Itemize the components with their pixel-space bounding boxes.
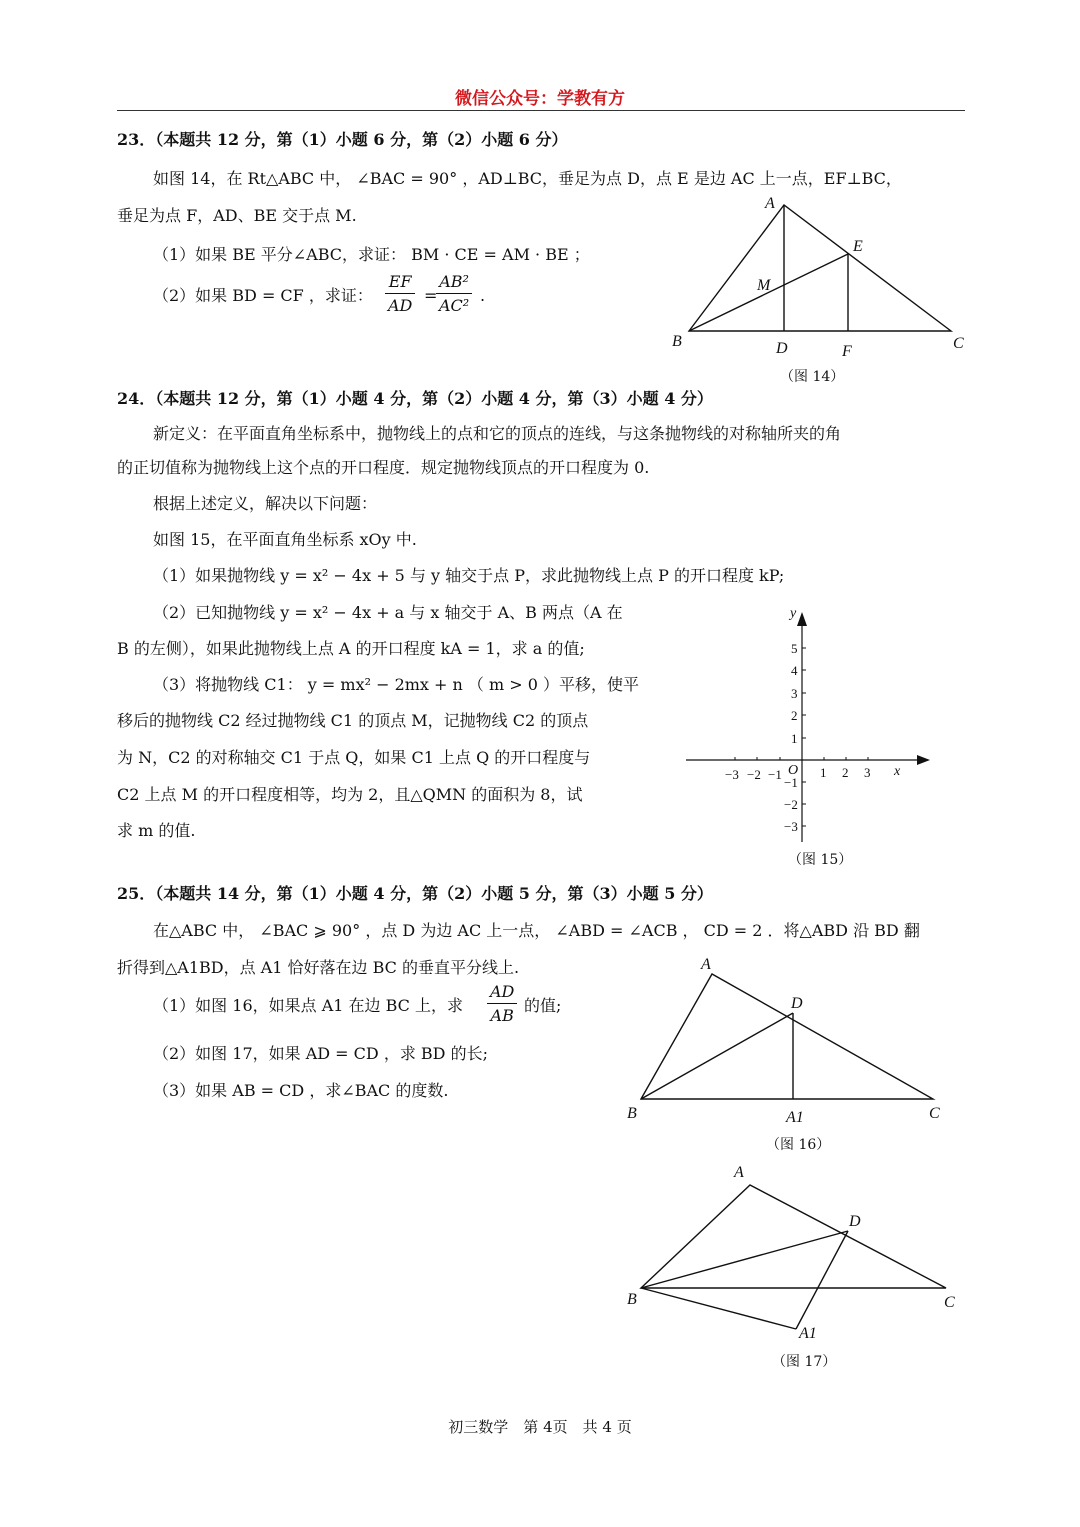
fig15-origin: O <box>788 763 799 778</box>
q23-frac1-den: AD <box>388 296 413 315</box>
q24-p3b: 移后的抛物线 C2 经过抛物线 C1 的顶点 M，记抛物线 C2 的顶点 <box>117 711 589 730</box>
q24-p3c: 为 N，C2 的对称轴交 C1 于点 Q，如果 C1 上点 Q 的开口程度与 <box>117 748 591 767</box>
fig16-label-d: D <box>791 995 803 1012</box>
page-footer: 初三数学 第 4页 共 4 页 <box>448 1418 632 1436</box>
fig15-xtick-neg2: −2 <box>747 767 761 782</box>
fig15-xtick-neg3: −3 <box>725 767 739 782</box>
q23-title: 23．（本题共 12 分，第（1）小题 6 分，第（2）小题 6 分） <box>117 130 568 149</box>
q23-frac2-num: AB² <box>436 272 472 294</box>
fig16-label-b: B <box>627 1105 637 1122</box>
q25-p3: （3）如果 AB = CD ，求∠BAC 的度数. <box>153 1081 449 1100</box>
fig16-caption: （图 16） <box>766 1137 831 1153</box>
q24-p1: （1）如果抛物线 y = x² − 4x + 5 与 y 轴交于点 P，求此抛物线上点 P 的开口程度 kP; <box>153 566 785 585</box>
fig17-label-c: C <box>944 1294 955 1311</box>
q24-intro1: 根据上述定义，解决以下问题： <box>153 494 378 513</box>
fig15-ytick-neg2: −2 <box>784 797 798 812</box>
q25-p2: （2）如图 17，如果 AD = CD ，求 BD 的长; <box>153 1044 488 1063</box>
fig14-label-b: B <box>672 333 682 350</box>
q24-def1: 新定义：在平面直角坐标系中，抛物线上的点和它的顶点的连线，与这条抛物线的对称轴所夹的角 <box>153 424 842 443</box>
q24-p3d: C2 上点 M 的开口程度相等，均为 2，且△QMN 的面积为 8，试 <box>117 785 583 804</box>
q23-line1: 如图 14，在 Rt△ABC 中， ∠BAC = 90° ，AD⊥BC，垂足为点 D，点 E 是边 AC 上一点，EF⊥BC， <box>153 169 902 188</box>
q23-frac2-den: AC² <box>439 296 470 315</box>
fig15-y-label: y <box>790 606 797 621</box>
fig17-caption: （图 17） <box>772 1354 837 1370</box>
q24-def2: 的正切值称为抛物线上这个点的开口程度．规定抛物线顶点的开口程度为 0. <box>117 458 650 477</box>
fig15-caption: （图 15） <box>788 852 853 868</box>
q23-equals: = <box>424 286 438 305</box>
q25-frac-den: AB <box>490 1006 514 1025</box>
q23-part2-suffix: . <box>480 286 486 305</box>
fig14-label-a: A <box>765 195 775 212</box>
q24-title: 24．（本题共 12 分，第（1）小题 4 分，第（2）小题 4 分，第（3）小题 4 分） <box>117 389 713 408</box>
q23-frac1-num: EF <box>385 272 415 294</box>
q24-p3e: 求 m 的值. <box>117 821 196 840</box>
q24-intro2: 如图 15，在平面直角坐标系 xOy 中. <box>153 530 417 549</box>
fig14-caption: （图 14） <box>780 369 845 385</box>
page-header: 微信公众号：学教有方 <box>455 89 625 109</box>
fig17-label-b: B <box>627 1291 637 1308</box>
q23-line2: 垂足为点 F，AD、BE 交于点 M. <box>117 206 357 225</box>
fig15-xtick-1: 1 <box>820 765 827 780</box>
fig15-x-label: x <box>894 764 901 779</box>
q23-part2-prefix: （2）如果 BD = CF ，求证： <box>153 286 373 305</box>
fig14-label-f: F <box>842 343 852 360</box>
q25-p1-suffix: 的值; <box>524 996 562 1015</box>
q25-p1-prefix: （1）如图 16，如果点 A1 在边 BC 上，求 <box>153 996 464 1015</box>
fig17-label-a: A <box>734 1164 744 1181</box>
fig14-label-m: M <box>757 277 771 294</box>
q24-p2b: B 的左侧），如果此抛物线上点 A 的开口程度 kA = 1，求 a 的值; <box>117 639 585 658</box>
fig15-xtick-3: 3 <box>864 765 871 780</box>
q23-part1: （1）如果 BE 平分∠ABC，求证： BM · CE = AM · BE ； <box>153 245 590 264</box>
fig14-label-c: C <box>953 335 964 352</box>
q25-title: 25．（本题共 14 分，第（1）小题 4 分，第（2）小题 5 分，第（3）小题 5 分） <box>117 884 713 903</box>
fig15-xtick-2: 2 <box>842 765 849 780</box>
fig17-label-d: D <box>849 1213 861 1230</box>
fig15-ytick-5: 5 <box>791 641 798 656</box>
fig15-ytick-3: 3 <box>791 686 798 701</box>
q25-line2: 折得到△A1BD，点 A1 恰好落在边 BC 的垂直平分线上. <box>117 958 520 977</box>
fig16-label-c: C <box>929 1105 940 1122</box>
q25-frac-num: AD <box>487 982 517 1004</box>
fig17-label-a1: A1 <box>799 1325 817 1342</box>
fig16-label-a: A <box>701 956 711 973</box>
fig14-label-e: E <box>853 238 863 255</box>
fig14-label-d: D <box>776 340 788 357</box>
q24-p2a: （2）已知抛物线 y = x² − 4x + a 与 x 轴交于 A、B 两点（A 在 <box>153 603 623 622</box>
fig15-xtick-neg1: −1 <box>768 767 782 782</box>
fig16-label-a1: A1 <box>786 1109 804 1126</box>
q25-line1: 在△ABC 中， ∠BAC ⩾ 90° ，点 D 为边 AC 上一点， ∠ABD = ∠ACB ， CD = 2 ．将△ABD 沿 BD 翻 <box>153 921 920 940</box>
fig15-ytick-1: 1 <box>791 731 798 746</box>
fig15-ytick-neg3: −3 <box>784 819 798 834</box>
fig15-ytick-neg1: −1 <box>784 775 798 790</box>
q24-p3a: （3）将抛物线 C1： y = mx² − 2mx + n （ m > 0 ）平移，使平 <box>153 675 640 694</box>
fig15-ytick-2: 2 <box>791 708 798 723</box>
fig15-ytick-4: 4 <box>791 663 798 678</box>
